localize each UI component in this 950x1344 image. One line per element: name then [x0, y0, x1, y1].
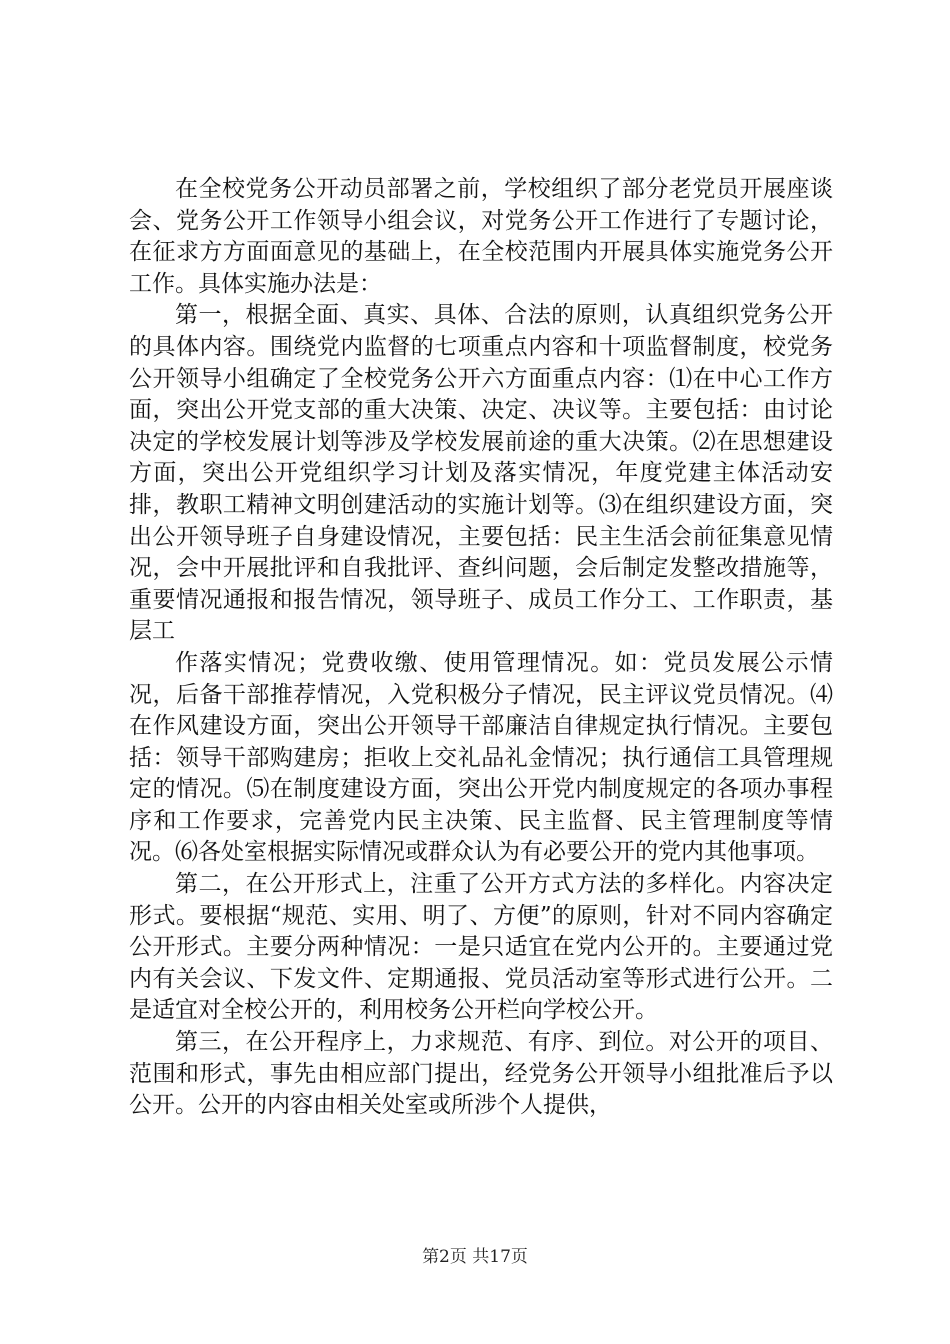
- page-number-footer: 第2页 共17页: [422, 1247, 528, 1267]
- paragraph-third-point: 第三，在公开程序上，力求规范、有序、到位。对公开的项目、范围和形式，事先由相应部门提出，经党务公开领导小组批准后予以公开。公开的内容由相关处室或所涉个人提供，: [129, 1029, 833, 1119]
- paragraph-intro: 在全校党务公开动员部署之前，学校组织了部分老党员开展座谈会、党务公开工作领导小组会议，对党务公开工作进行了专题讨论，在征求方方面面意见的基础上，在全校范围内开展具体实施党务公开工作。具体实施办法是：: [129, 176, 833, 297]
- paragraph-first-point: 第一，根据全面、真实、具体、合法的原则，认真组织党务公开的具体内容。围绕党内监督的七项重点内容和十项监督制度，校党务公开领导小组确定了全校党务公开六方面重点内容：⑴在中心工作方面，突出公开党支部的重大决策、决定、决议等。主要包括：由讨论决定的学校发展计划等涉及学校发展前途的重大决策。⑵在思想建设方面，突出公开党组织学习计划及落实情况，年度党建主体活动安排，教职工精神文明创建活动的实施计划等。⑶在组织建设方面，突出公开领导班子自身建设情况，主要包括：民主生活会前征集意见情况，会中开展批评和自我批评、查纠问题，会后制定发整改措施等，重要情况通报和报告情况，领导班子、成员工作分工、工作职责，基层工: [129, 302, 833, 645]
- document-body: [129, 174, 833, 1122]
- paragraph-second-point: 第二，在公开形式上，注重了公开方式方法的多样化。内容决定形式。要根据“规范、实用、明了、方便”的原则，针对不同内容确定公开形式。主要分两种情况：一是只适宜在党内公开的。主要通过党内有关会议、下发文件、定期通报、党员活动室等形式进行公开。二是适宜对全校公开的，利用校务公开栏向学校公开。: [129, 871, 833, 1024]
- paragraph-first-point-continued: 作落实情况；党费收缴、使用管理情况。如：党员发展公示情况，后备干部推荐情况，入党积极分子情况，民主评议党员情况。⑷在作风建设方面，突出公开领导干部廉洁自律规定执行情况。主要包括：领导干部购建房；拒收上交礼品礼金情况；执行通信工具管理规定的情况。⑸在制度建设方面，突出公开党内制度规定的各项办事程序和工作要求，完善党内民主决策、民主监督、民主管理制度等情况。⑹各处室根据实际情况或群众认为有必要公开的党内其他事项。: [129, 649, 833, 866]
